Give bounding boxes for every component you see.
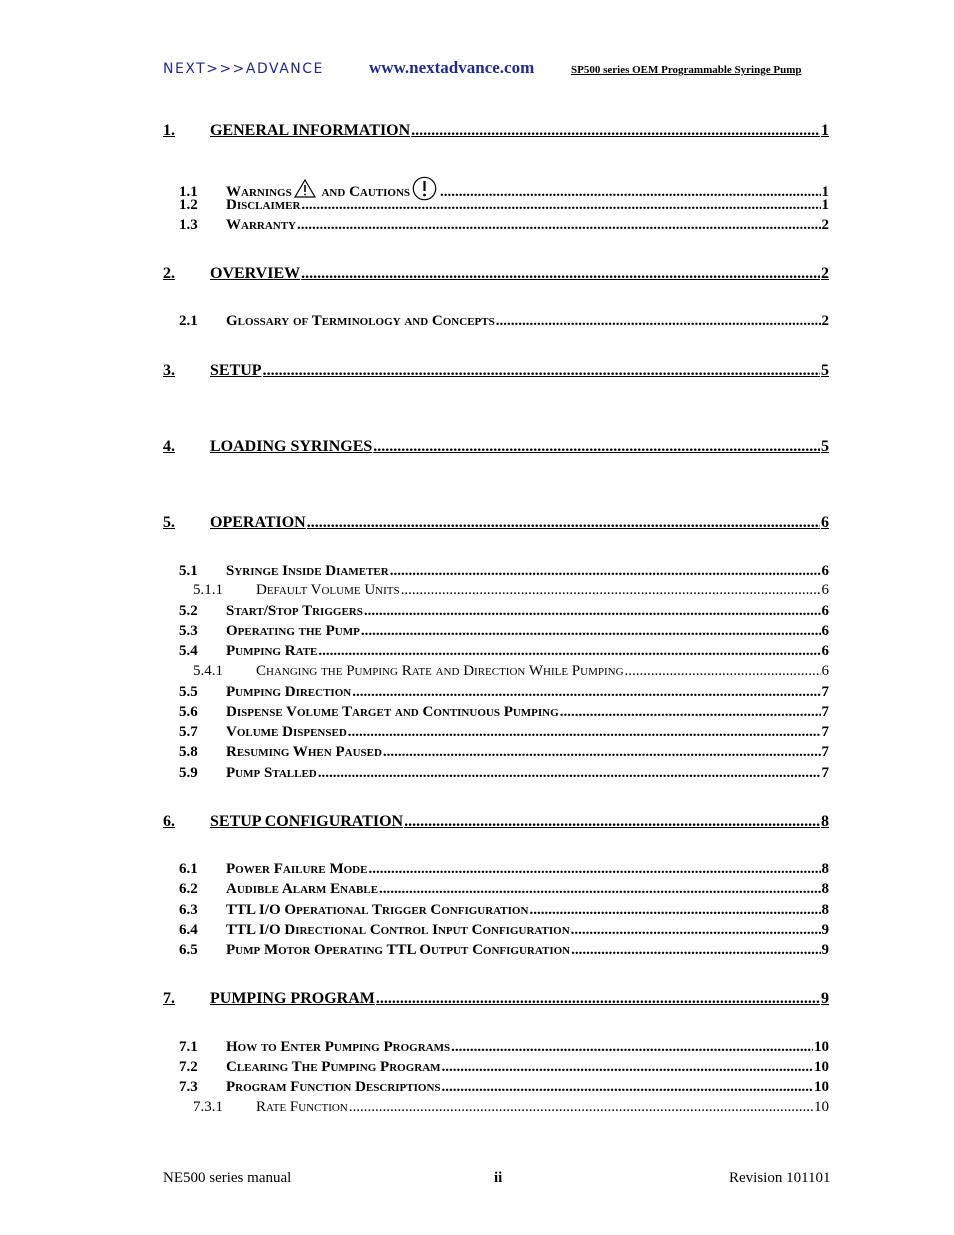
toc-leader [373, 438, 820, 456]
toc-title: OPERATION [210, 514, 306, 531]
toc-number: 5.3 [179, 623, 198, 639]
toc-title: Pumping Direction [226, 684, 352, 700]
toc-leader [263, 362, 820, 380]
toc-title: Power Failure Mode [226, 861, 368, 877]
toc-number: 5.7 [179, 724, 198, 740]
toc-page: 8 [821, 861, 829, 877]
toc-entry-5-7[interactable] [179, 724, 829, 741]
toc-page: 7 [821, 765, 829, 781]
toc-leader [318, 643, 820, 660]
toc-entry-6-5[interactable] [179, 942, 829, 959]
toc-number: 7.1 [179, 1039, 198, 1055]
toc-number: 5. [163, 514, 175, 531]
toc-leader [301, 197, 820, 214]
toc-leader [297, 217, 821, 234]
toc-entry-7-2[interactable] [179, 1059, 829, 1076]
toc-number: 7.3 [179, 1079, 198, 1095]
toc-page: 1 [821, 184, 829, 200]
toc-title: TTL I/O Operational Trigger Configuration [226, 902, 529, 918]
toc-entry-2-1[interactable] [179, 313, 829, 330]
toc-number: 6.3 [179, 902, 198, 918]
toc-entry-5-1-1[interactable] [193, 582, 829, 599]
toc-page: 10 [814, 1099, 829, 1115]
toc-page: 6 [821, 603, 829, 619]
toc-number: 6.2 [179, 881, 198, 897]
toc-entry-6-3[interactable] [179, 902, 829, 919]
toc-number: 1.2 [179, 197, 198, 213]
toc-title: Default Volume Units [256, 582, 400, 598]
toc-title: Rate Function [256, 1099, 348, 1115]
toc-page: 7 [821, 724, 829, 740]
toc-title: SETUP CONFIGURATION [210, 813, 404, 830]
toc-title: Changing the Pumping Rate and Direction While Pumping [256, 663, 624, 679]
toc-leader [411, 122, 820, 140]
toc-page: 6 [821, 582, 829, 598]
toc-page: 8 [821, 881, 829, 897]
toc-page: 10 [814, 1039, 829, 1055]
toc-entry-6-1[interactable] [179, 861, 829, 878]
toc-number: 5.1.1 [193, 582, 223, 598]
toc-leader [401, 582, 821, 599]
toc-leader [560, 704, 821, 721]
toc-leader [348, 724, 821, 741]
toc-page: 7 [821, 684, 829, 700]
toc-leader [571, 922, 821, 939]
footer-manual-name: NE500 series manual [163, 1170, 292, 1186]
toc-entry-4[interactable] [163, 438, 829, 456]
toc-page: 6 [821, 623, 829, 639]
toc-number: 7.3.1 [193, 1099, 223, 1115]
toc-leader [404, 813, 820, 831]
toc-title: Operating the Pump [226, 623, 360, 639]
toc-entry-5-5[interactable] [179, 684, 829, 701]
toc-title: How to Enter Pumping Programs [226, 1039, 451, 1055]
toc-number: 6.1 [179, 861, 198, 877]
toc-title: Disclaimer [226, 197, 301, 213]
toc-number: 7. [163, 990, 175, 1007]
toc-number: 7.2 [179, 1059, 198, 1075]
toc-page: 1 [821, 197, 829, 213]
toc-number: 5.4 [179, 643, 198, 659]
toc-leader [364, 603, 821, 620]
toc-title: OVERVIEW [210, 265, 301, 282]
toc-title: Glossary of Terminology and Concepts [226, 313, 495, 329]
toc-number: 5.2 [179, 603, 198, 619]
toc-number: 6.5 [179, 942, 198, 958]
toc-leader [571, 942, 820, 959]
toc-entry-5-3[interactable] [179, 623, 829, 640]
toc-page: 7 [821, 704, 829, 720]
toc-page: 5 [821, 438, 829, 455]
toc-number: 1.3 [179, 217, 198, 233]
toc-title: LOADING SYRINGES [210, 438, 373, 455]
toc-leader [451, 1039, 813, 1056]
toc-title: PUMPING PROGRAM [210, 990, 375, 1007]
toc-leader [376, 990, 820, 1008]
toc-number: 1.1 [179, 184, 198, 200]
toc-title: Resuming When Paused [226, 744, 382, 760]
toc-entry-5-2[interactable] [179, 603, 829, 620]
toc-page: 2 [821, 265, 829, 282]
toc-title: Pumping Rate [226, 643, 318, 659]
toc-entry-7-3[interactable] [179, 1079, 829, 1096]
toc-leader [496, 313, 821, 330]
toc-entry-5-4[interactable] [179, 643, 829, 660]
toc-title: Syringe Inside Diameter [226, 563, 389, 579]
toc-leader [349, 1099, 813, 1116]
toc-entry-5-8[interactable] [179, 744, 829, 761]
toc-title: TTL I/O Directional Control Input Configuration [226, 922, 570, 938]
toc-entry-7-3-1[interactable] [193, 1099, 829, 1116]
brand-logo: NEXT>>>ADVANCE [163, 61, 324, 77]
toc-page: 2 [821, 217, 829, 233]
toc-page: 6 [821, 663, 829, 679]
toc-number: 2. [163, 265, 175, 282]
footer-revision: Revision 101101 [729, 1170, 831, 1186]
toc-leader [301, 265, 820, 283]
toc-number: 4. [163, 438, 175, 455]
toc-page: 9 [821, 990, 829, 1007]
toc-title: Dispense Volume Target and Continuous Pumping [226, 704, 559, 720]
toc-number: 5.8 [179, 744, 198, 760]
toc-number: 5.4.1 [193, 663, 223, 679]
toc-entry-6-4[interactable] [179, 922, 829, 939]
toc-page: 2 [821, 313, 829, 329]
toc-page: 8 [821, 813, 829, 830]
toc-title: Audible Alarm Enable [226, 881, 379, 897]
toc-entry-3[interactable] [163, 362, 829, 380]
toc-entry-1[interactable] [163, 122, 829, 140]
toc-number: 5.9 [179, 765, 198, 781]
toc-leader [390, 563, 821, 580]
toc-entry-1-2[interactable] [179, 197, 829, 214]
footer-page-number: ii [494, 1170, 503, 1186]
toc-title: Pump Motor Operating TTL Output Configuration [226, 942, 571, 958]
toc-number: 6. [163, 813, 175, 830]
toc-number: 6.4 [179, 922, 198, 938]
page-header [0, 58, 954, 84]
toc-page: 8 [821, 902, 829, 918]
toc-leader [352, 684, 820, 701]
header-doc-title: SP500 series OEM Programmable Syringe Pump [571, 64, 802, 76]
toc-leader [361, 623, 821, 640]
toc-number: 5.5 [179, 684, 198, 700]
toc-entry-2[interactable] [163, 265, 829, 283]
toc-leader [379, 881, 820, 898]
toc-entry-5-9[interactable] [179, 765, 829, 782]
toc-title-warnings: Warnings [226, 184, 292, 200]
toc-title: Start/Stop Triggers [226, 603, 363, 619]
toc-entry-5-4-1[interactable] [193, 663, 829, 680]
toc-entry-7-1[interactable] [179, 1039, 829, 1056]
toc-page: 9 [821, 922, 829, 938]
toc-title: SETUP [210, 362, 262, 379]
toc-title-cautions: and Cautions [321, 184, 411, 200]
toc-leader [625, 663, 821, 680]
toc-title: Volume Dispensed [226, 724, 347, 740]
toc-page: 7 [821, 744, 829, 760]
toc-page: 6 [821, 643, 829, 659]
toc-number: 1. [163, 122, 175, 139]
toc-leader [383, 744, 821, 761]
toc-leader [368, 861, 820, 878]
toc-number: 3. [163, 362, 175, 379]
toc-entry-6-2[interactable] [179, 881, 829, 898]
toc-number: 5.1 [179, 563, 198, 579]
toc-leader [442, 1079, 813, 1096]
toc-leader [529, 902, 820, 919]
toc-entry-5-6[interactable] [179, 704, 829, 721]
toc-page: 10 [814, 1079, 829, 1095]
toc-page: 6 [821, 563, 829, 579]
toc-entry-6[interactable] [163, 813, 829, 831]
website-url[interactable]: www.nextadvance.com [369, 58, 535, 77]
toc-entry-5[interactable] [163, 514, 829, 532]
toc-page: 1 [821, 122, 829, 139]
toc-page: 6 [821, 514, 829, 531]
toc-page: 9 [821, 942, 829, 958]
toc-leader [442, 1059, 813, 1076]
toc-leader [307, 514, 820, 532]
toc-title: Clearing The Pumping Program [226, 1059, 441, 1075]
toc-number: 2.1 [179, 313, 198, 329]
toc-title: GENERAL INFORMATION [210, 122, 411, 139]
toc-entry-1-3[interactable] [179, 217, 829, 234]
toc-page: 10 [814, 1059, 829, 1075]
toc-page: 5 [821, 362, 829, 379]
toc-entry-5-1[interactable] [179, 563, 829, 580]
toc-number: 5.6 [179, 704, 198, 720]
toc-title: Pump Stalled [226, 765, 317, 781]
toc-leader [318, 765, 821, 782]
toc-title: Warranty [226, 217, 296, 233]
toc-entry-7[interactable] [163, 990, 829, 1008]
toc-title: Program Function Descriptions [226, 1079, 441, 1095]
